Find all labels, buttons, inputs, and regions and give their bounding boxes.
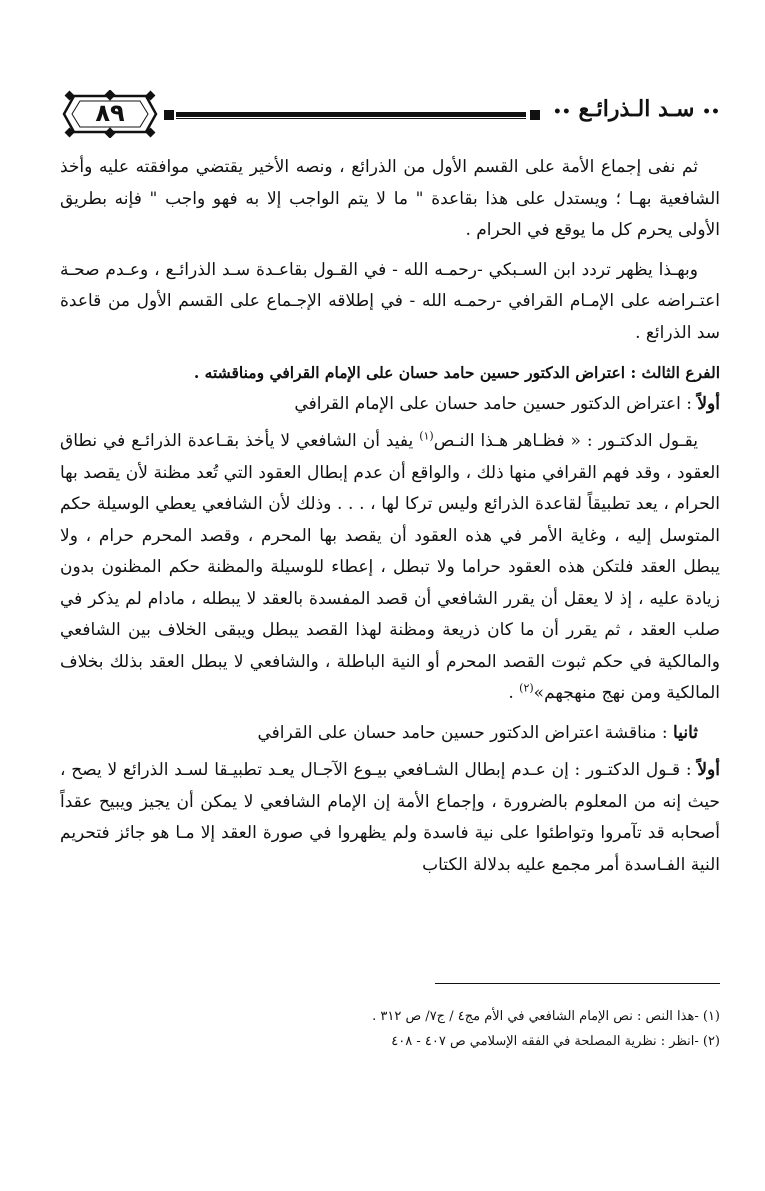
footnotes bbox=[60, 1004, 720, 1054]
header-dots-right: •• bbox=[702, 104, 720, 120]
paragraph-1: ثم نفى إجماع الأمة على القسم الأول من الذرائع ، ونصه الأخير يقتضي موافقته عليه وأخذ الشافعية بهـا ؛ ويستدل على هذا بقاعدة " ما لا يتم الواجب إلا به فهو واجب " فإنه بطريق الأولى يحرم كل ما يوقع في الحرام . bbox=[60, 157, 720, 240]
footnote-separator bbox=[435, 983, 720, 984]
first-title: : اعتراض الدكتور حسين حامد حسان على الإمام القرافي bbox=[294, 393, 698, 414]
page-number: ٨٩ bbox=[95, 99, 125, 127]
running-head bbox=[553, 96, 720, 132]
main-text bbox=[60, 152, 720, 881]
quote-before: يقـول الدكتـور : « فظـاهر هـذا النـص bbox=[433, 431, 698, 451]
quote-end: . bbox=[508, 683, 520, 703]
third-label: أولاً bbox=[697, 760, 720, 780]
page-number-ornament bbox=[60, 90, 160, 138]
rule-thick-line bbox=[176, 112, 526, 117]
third-text: : قـول الدكتـور : إن عـدم إبطال الشـافعي بيـوع الآجـال يعـد تطبيـقا لسـد الذرائع لا يصح ، حيث إنه من المعلوم بالضرورة ، وإجماع الأمة إن الإمام الشافعي لا يمكن أن يجيز ويبيح عقداً أصحابه قد تآمروا وتواطئوا على نية فاسدة ولم يظهروا في صورة العقد إلا مـا هو جائز فتحريم النية الفـاسدة أمر مجمع عليه بدلالة الكتاب bbox=[60, 760, 720, 875]
section-heading: الفرع الثالث : اعتراض الدكتور حسين حامد حسان على الإمام القرافي ومناقشته . bbox=[193, 363, 720, 382]
footnote-ref-2: (٢) bbox=[519, 681, 534, 695]
header-dots-left: •• bbox=[552, 104, 571, 120]
rule-square-right bbox=[530, 110, 540, 120]
first-label: أولاً bbox=[697, 393, 720, 414]
paragraph-2: وبهـذا يظهر تردد ابن السـبكي -رحمـه الله - في القـول بقاعـدة سـد الذرائـع ، وعـدم صحـة اعتـراضه على الإمـام القرافي -رحمـه الله - في إطلاقه الإجـماع على القسم الأول من قاعدة سد الذرائع . bbox=[60, 259, 720, 343]
quote-after: يفيد أن الشافعي لا يأخذ بقـاعدة الذرائـع في نطاق العقود ، وقد فهم القرافي منها ذلك ، والواقع أن عدم إبطال العقود التي تُعد مظنة لأن يقصد بها الحرام ، يعد تطبيقاً لقاعدة الذرائع وليس تركا لها ، . . . وذلك لأن الشافعي يعطي الوسيلة حكم المتوسل إليه ، وغاية الأمر في هذه العقود أن يقصد بها المحرم ، وقصد المحرم حرام ، ولا يبطل العقد فلتكن هذه العقود حراما ولا تبطل ، إعطاء للوسيلة والمظنة حكم المظنون بدون زيادة عليه ، إذ لا يعقل أن يقرر الشافعي أن قصد المفسدة بالعقد لا يبطله ، مادام لم يذكر في صلب العقد ، ثم يقرر أن ما كان ذريعة ومظنة لهذا القصد يبطل ويبقى الخلاف بين الشافعي والمالكية في حكم ثبوت القصد المحرم أو النية الباطلة ، والشافعي لا يبطل العقد بذلك بخلاف المالكية ومن نهج منهجهم» bbox=[60, 431, 720, 703]
footnote-2: (٢) -انظر : نظرية المصلحة في الفقه الإسلامي ص ٤٠٧ - ٤٠٨ bbox=[391, 1034, 720, 1049]
footnote-ref-1: (١) bbox=[419, 429, 434, 443]
subheading-first bbox=[60, 389, 720, 421]
header-rule bbox=[164, 110, 526, 120]
paragraph-discussion bbox=[60, 755, 720, 881]
second-title: : مناقشة اعتراض الدكتور حسين حامد حسان على القرافي bbox=[257, 722, 674, 743]
running-head-title: سـد الـذرائـع bbox=[578, 96, 695, 122]
second-label: ثانيا bbox=[673, 722, 698, 743]
page-header bbox=[60, 90, 720, 140]
footnote-1: (١) -هذا النص : نص الإمام الشافعي في الأم مج٤ / ج٧/ ص ٣١٢ . bbox=[372, 1009, 720, 1024]
rule-thin-line bbox=[176, 118, 526, 119]
subheading-second bbox=[60, 718, 720, 750]
rule-square-left bbox=[164, 110, 174, 120]
quote-paragraph bbox=[60, 426, 720, 710]
